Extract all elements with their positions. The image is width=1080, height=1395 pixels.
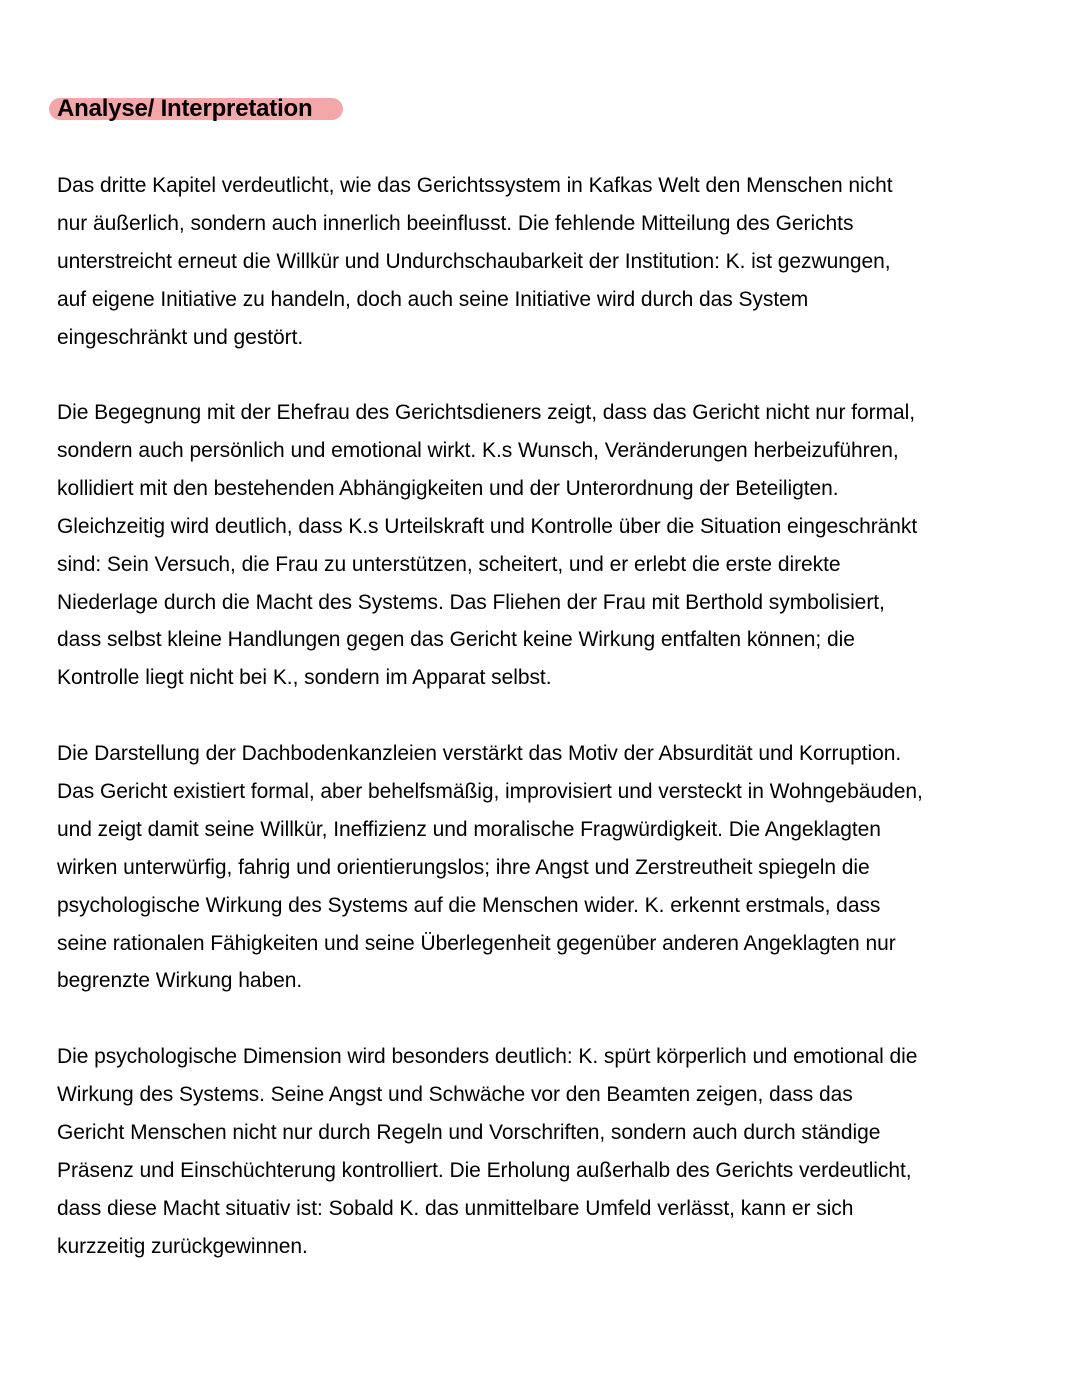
paragraph [57,735,1037,1000]
section-heading-block [49,95,312,123]
paragraph-line: Gericht Menschen nicht nur durch Regeln und Vorschriften, sondern auch durch ständige [57,1120,881,1144]
section-heading: Analyse/ Interpretation [57,95,313,122]
paragraph-line: eingeschränkt und gestört. [57,325,304,349]
paragraph-line: Die Begegnung mit der Ehefrau des Gerichtsdieners zeigt, dass das Gericht nicht nur formal, [57,401,916,424]
paragraph-line: sind: Sein Versuch, die Frau zu unterstützen, scheitert, und er erlebt die erste direkte [57,552,841,576]
paragraph-line: unterstreicht erneut die Willkür und Undurchschaubarkeit der Institution: K. ist gezwungen, [57,249,891,273]
paragraph-line: Das Gericht existiert formal, aber behelfsmäßig, improvisiert und versteckt in Wohngebäuden, [57,779,923,803]
paragraph-line: begrenzte Wirkung haben. [57,969,303,993]
paragraph-line: wirken unterwürfig, fahrig und orientierungslos; ihre Angst und Zerstreutheit spiegeln die [57,855,870,879]
paragraph-line: psychologische Wirkung des Systems auf die Menschen wider. K. erkennt erstmals, dass [57,893,881,917]
paragraph-line: Kontrolle liegt nicht bei K., sondern im Apparat selbst. [57,666,552,690]
paragraph-line: kurzzeitig zurückgewinnen. [57,1234,308,1258]
paragraph-line: auf eigene Initiative zu handeln, doch auch seine Initiative wird durch das System [57,287,809,311]
paragraph-line: nur äußerlich, sondern auch innerlich beeinflusst. Die fehlende Mitteilung des Gerichts [57,211,854,235]
paragraph-line: seine rationalen Fähigkeiten und seine Überlegenheit gegenüber anderen Angeklagten nur [57,931,896,955]
paragraph-line: Präsenz und Einschüchterung kontrolliert. Die Erholung außerhalb des Gerichts verdeutlicht, [57,1158,912,1182]
paragraph [57,394,1037,697]
paragraph-line: kollidiert mit den bestehenden Abhängigkeiten und der Unterordnung der Beteiligten. [57,476,839,500]
paragraph-line: Gleichzeitig wird deutlich, dass K.s Urteilskraft und Kontrolle über die Situation eingeschränkt [57,514,918,538]
paragraph [57,167,1037,357]
paragraph-line: sondern auch persönlich und emotional wirkt. K.s Wunsch, Veränderungen herbeizuführen, [57,438,899,462]
paragraph-line: Wirkung des Systems. Seine Angst und Schwäche vor den Beamten zeigen, dass das [57,1082,853,1106]
paragraph-line: Das dritte Kapitel verdeutlicht, wie das Gerichtssystem in Kafkas Welt den Menschen nicht [57,174,893,197]
paragraph-line: und zeigt damit seine Willkür, Ineffizienz und moralische Fragwürdigkeit. Die Angeklagten [57,817,881,841]
paragraph-line: Die psychologische Dimension wird besonders deutlich: K. spürt körperlich und emotional die [57,1045,918,1068]
paragraph-line: Niederlage durch die Macht des Systems. Das Fliehen der Frau mit Berthold symbolisiert, [57,590,885,614]
paragraph-line: Die Darstellung der Dachbodenkanzleien verstärkt das Motiv der Absurdität und Korruption. [57,742,902,765]
paragraph-line: dass diese Macht situativ ist: Sobald K. das unmittelbare Umfeld verlässt, kann er sich [57,1196,854,1220]
paragraph [57,1038,1037,1265]
paragraph-line: dass selbst kleine Handlungen gegen das Gericht keine Wirkung entfalten können; die [57,628,855,652]
